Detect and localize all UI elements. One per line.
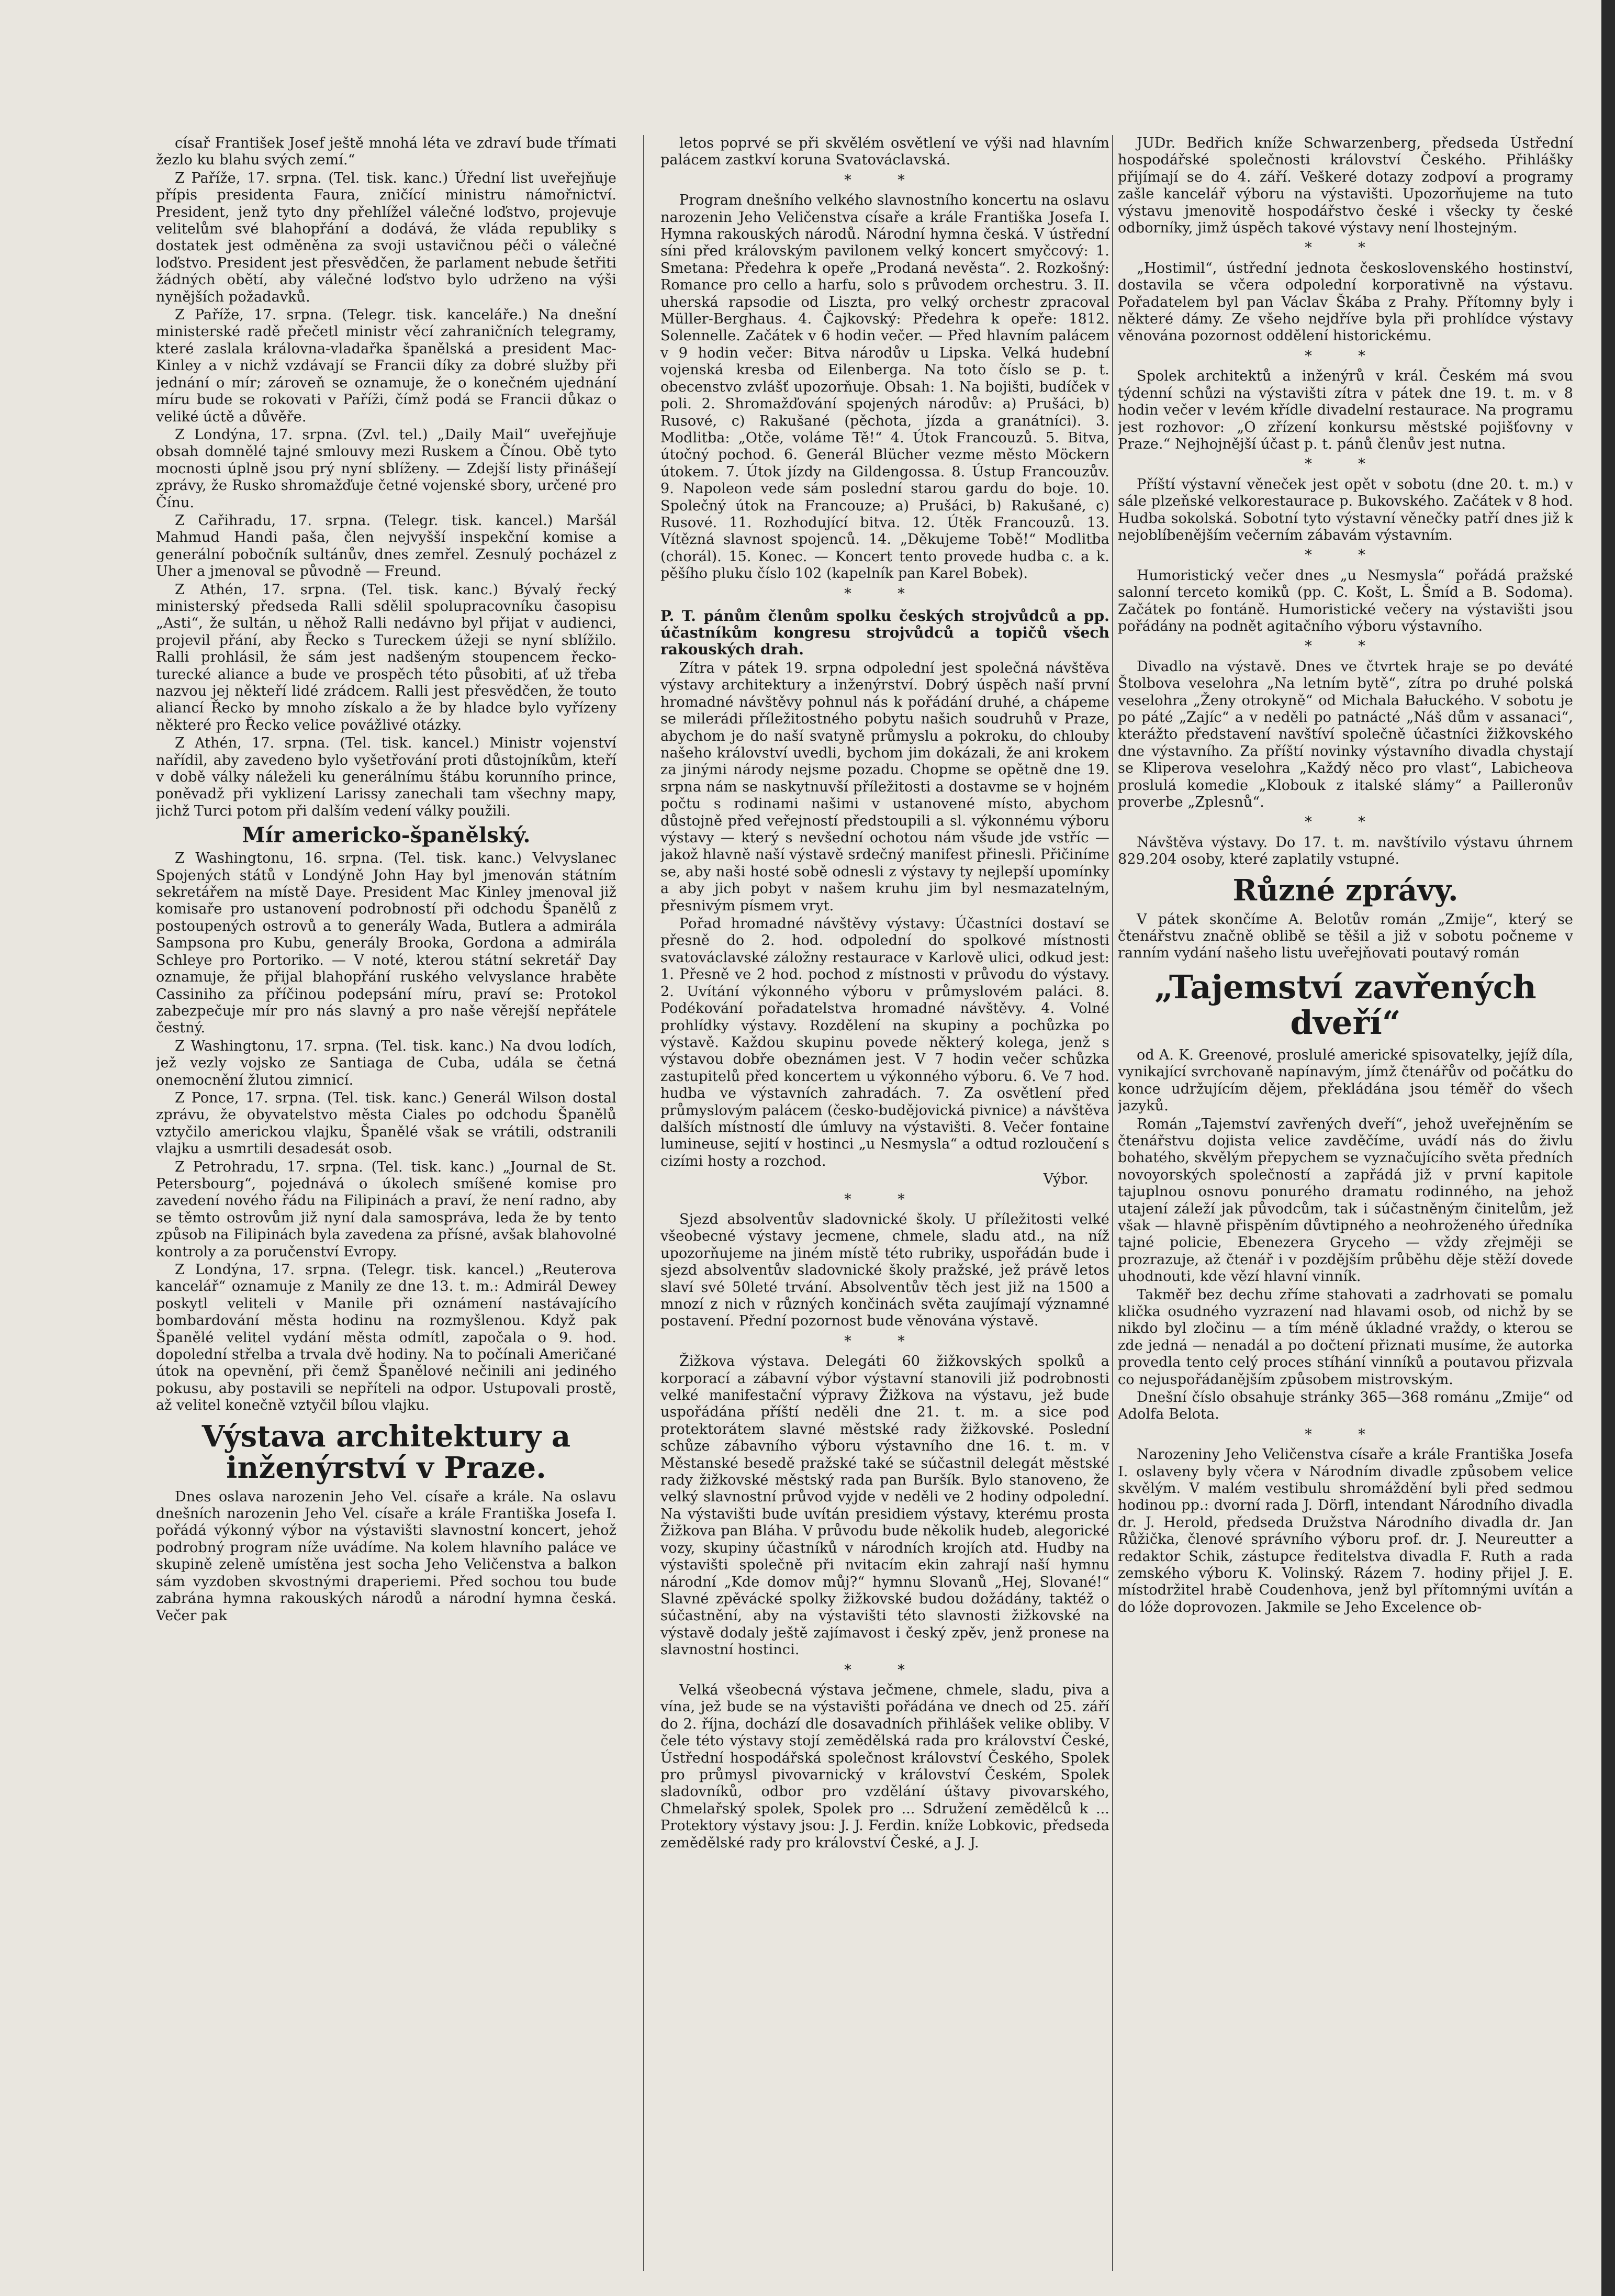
section-heading: Různé zprávy. <box>1232 873 1459 908</box>
paragraph: císař František Josef ještě mnohá léta ve zdraví bude třímati žezlo ku blahu svých zemí.“ <box>156 135 616 169</box>
paragraph: Z Paříže, 17. srpna. (Tel. tisk. kanc.) Úřední list uveřejňuje přípis presidenta Faura, zničící ministru námořnictví. President, jenž tyto dny přehlížel válečné loďstvo, projevuje velitelům své blahopřání a dodává, že vláda republiky s dostatek jest odměněna za svoji ustavičnou péči o válečné loďstvo. President jest přesvědčen, že parlament nebude šetřiti žádných obětí, aby válečné loďstvo bylo udrženo na výši nynějších požadavků. <box>156 170 616 305</box>
paragraph: Z Paříže, 17. srpna. (Telegr. tisk. kanceláře.) Na dnešní ministerské radě přečetl ministr věcí zahraničních telegramy, které zaslala královna-vladařka španělská a president Mac-Kinley a v nichž vzdávají se Francii díky za dobré služby při jednání o mír; zároveň se oznamuje, že o konečném ujednání míru bude se rokovati v Paříži, čímž podá se Francii důkaz o veliké úctě a důvěře. <box>156 307 616 425</box>
paragraph: Zítra v pátek 19. srpna odpolední jest společná návštěva výstavy architektury a inženýrství. Dobrý úspěch naší první hromadné návštěvy pohnul nás k pořádání druhé, a chápeme se milerádi příležitostného pobytu našich soudruhů v Praze, abychom je do naší svatyně průmyslu a pokroku, do chlouby našeho království uvedli, bychom jim dokázali, že ani krokem za jinými národy nejsme pozadu. Chopme se opětně dne 19. srpna nám se naskytnuvší příležitosti a dostavme se v hojném počtu s rodinami našimi v ustanovené místo, abychom důstojně před veřejností předstoupili a sl. výkonnému výboru výstavy — který s nevšední ochotou nám všude jde vstříc — jakož hlavně naší výstavě srdečný manifest přinesli. Přičiníme se, aby naši hosté sobě odnesli z výstavy ty nejlepší upomínky a aby jich pobyt v našem kruhu jim byl nesmazatelným, přesnivým písmem vryt. <box>660 660 1109 914</box>
separator-stars: * * <box>1305 456 1386 473</box>
paragraph: Příští výstavní věneček jest opět v sobotu (dne 20. t. m.) v sále plzeňské velkorestaurace p. Bukovského. Začátek v 8 hod. Hudba sokolská. Sobotní tyto výstavní věnečky patří dnes již k nejoblíbenějším večerním zábavám výstavním. <box>1118 476 1573 543</box>
paragraph: Návštěva výstavy. Do 17. t. m. navštívilo výstavu úhrnem 829.204 osoby, které zaplatily vstupné. <box>1118 834 1573 868</box>
column-1 <box>156 135 616 2271</box>
separator-stars: * * <box>844 172 926 188</box>
paragraph: Dnešní číslo obsahuje stránky 365—368 románu „Zmije“ od Adolfa Belota. <box>1118 1389 1573 1423</box>
separator-stars: * * <box>844 585 926 602</box>
section-heading: Mír americko-španělský. <box>242 823 531 848</box>
paragraph: Z Athén, 17. srpna. (Tel. tisk. kanc.) Bývalý řecký ministerský předseda Ralli sdělil spolupracovníku časopisu „Asti“, že sultán, u něhož Ralli nedávno byl přijat v audienci, projevil přání, aby Řecko s Tureckem úžeji se nyní sblížilo. Ralli prohlásil, že sám jest nadšeným stoupencem řecko-turecké aliance a bude ve prospěch této působiti, ať už třeba nazvou jej někteří lidé zrádcem. Ralli jest přesvědčen, že touto aliancí Řecko by mnoho získalo a že by hladce bylo vyřízeny některé pro Řecko velice povážlivé otázky. <box>156 581 616 733</box>
paragraph: Z Ponce, 17. srpna. (Tel. tisk. kanc.) Generál Wilson dostal zprávu, že obyvatelstvo města Ciales po odchodu Španělů vztyčilo americkou vlajku, Španělé však se vrátili, odstranili vlajku a usmrtili desadesát osob. <box>156 1089 616 1157</box>
paragraph: V pátek skončíme A. Belotův román „Zmije“, který se čtenářstvu značně oblibě se těšil a již v sobotu počneme v ranním vydání našeho listu uveřejňovati poutavý román <box>1118 911 1573 962</box>
paragraph: Spolek architektů a inženýrů v král. Českém má svou týdenní schůzi na výstavišti zítra v pátek dne 19. t. m. v 8 hodin večer v levém křídle divadelní restaurace. Na programu jest rozhovor: „O zřízení konkursu městské pojišťovny v Praze.“ Nejhojnější účast p. t. pánů členův jest nutna. <box>1118 368 1573 452</box>
separator-stars: * * <box>1305 638 1386 655</box>
column-divider <box>1112 135 1113 2271</box>
separator-stars: * * <box>844 1662 926 1678</box>
paragraph: „Hostimil“, ústřední jednota československého hostinství, dostavila se včera odpolední korporativně na výstavu. Pořadatelem byl pan Václav Škába z Prahy. Přítomny byly i některé dámy. Ze všeho nejdříve byla při prohlídce výstavy věnována pozornost oddělení historickému. <box>1118 260 1573 344</box>
paragraph: Žižkova výstava. Delegáti 60 žižkovských spolků a korporací a zábavní výbor výstavní stanovili již podrobnosti velké manifestační výpravy Žižkova na výstavu, jež bude uspořádána příští neděli dne 21. t. m. a sice pod protektorátem slavné městské rady žižkovské. Poslední schůze zábavního výboru výstavního dne 16. t. m. v Městanské besedě pražské také se súčastnil delegát městské rady žižkovské městský rada pan Buršík. Bylo stanoveno, že velký slavnostní průvod vyjde v neděli ve 2 hodiny odpolední. Na výstavišti bude uvítán presidiem výstavy, kterému prosta Žižkova pan Bláha. V průvodu bude několik hudeb, alegorické vozy, skupiny účastníků v národních krojích atd. Hudby na výstavišti společně při nvitacím ekin zahrají naší hymnu národní „Kde domov můj?“ hymnu Slovanů „Hej, Slované!“ Slavné zpěvácké spolky žižkovské budou dožádány, taktéž o súčastnění, aby na výstavišti této slavnosti žižkovské na výstavě dodaly ještě zajímavost i český zpěv, jenž pronese na slavnostní hostinci. <box>660 1353 1109 1658</box>
paragraph: Narozeniny Jeho Veličenstva císaře a krále Františka Josefa I. oslaveny byly včera v Národním divadle způsobem velice skvělým. V malém vestibulu shromáždění byli před sedmou hodinou pp.: dvorní rada J. Dörfl, intendant Národního divadla dr. J. Herold, předseda Družstva Národního divadla dr. Jan Růžička, členové správního výboru prof. dr. J. Neureutter a redaktor Schik, zástupce ředitelstva divadla F. Ruth a rada zemského výboru K. Volinský. Rázem 7. hodiny přijel J. E. místodržitel hrabě Coudenhova, jenž byl přítomnými uvítán a do lóže doprovozen. Jakmile se Jeho Excelence ob- <box>1118 1446 1573 1615</box>
separator-stars: * * <box>1305 1426 1386 1443</box>
section-heading: Výstava architektury a inženýrství v Praze. <box>201 1419 571 1485</box>
paragraph: letos poprvé se při skvělém osvětlení ve výši nad hlavním palácem zastkví koruna Svatováclavská. <box>660 135 1109 169</box>
paragraph: Z Athén, 17. srpna. (Tel. tisk. kancel.) Ministr vojenství nařídil, aby zavedeno bylo vyšetřování proti důstojníkům, kteří v době války náleželi ku generálnímu štábu korunního prince, poněvadž při vyklizení Larissy zanechali tam všechny mapy, jichž Turci potom při dalším vedení války použili. <box>156 735 616 819</box>
headline: „Tajemství zavřených dveří“ <box>1154 967 1537 1042</box>
paragraph: Humoristický večer dnes „u Nesmysla“ pořádá pražské salonní terceto komiků (pp. C. Košt, L. Šmíd a B. Sodoma). Začátek po fontáně. Humoristické večery na výstavišti jsou pořádány na podnět agitačního výboru výstavního. <box>1118 567 1573 634</box>
paragraph: Z Londýna, 17. srpna. (Telegr. tisk. kancel.) „Reuterova kancelář“ oznamuje z Manily ze dne 13. t. m.: Admirál Dewey poskytl veliteli v Manile při oznámení nastávajícího bombardování města hodinu na rozmyšlenou. Když pak Španělé velitel vydání města odmítl, započala o 9. hod. dopolední střelba a trvala dvě hodiny. Na to počínali Američané útok na opevnění, při čemž Španělové nečinili ani jediného pokusu, aby postavili se nepříteli na odpor. Ustupovali prostě, až velitel konečně vztyčil bílou vlajku. <box>156 1262 616 1414</box>
separator-stars: * * <box>1305 547 1386 564</box>
separator-stars: * * <box>844 1333 926 1350</box>
paragraph: Program dnešního velkého slavnostního koncertu na oslavu narozenin Jeho Veličenstva císaře a krále Františka Josefa I. Hymna rakouských národů. Národní hymna česká. V ústřední síni před královským pavilonem velký koncert smyčcový: 1. Smetana: Předehra k opeře „Prodaná nevěsta“. 2. Rozkošný: Romance pro cello a harfu, solo s průvodem orchestru. 3. II. uherská rapsodie od Liszta, pro velký orchestr zpracoval Müller-Berghaus. 4. Čajkovský: Předehra k opeře: 1812. Solennelle. Začátek v 6 hodin večer. — Před hlavním palácem v 9 hodin večer: Bitva národův u Lipska. Velká hudební vojenská kresba od Eilenberga. Na toto číslo se p. t. obecenstvo zvlášť upozorňuje. Obsah: 1. Na bojišti, budíček v poli. 2. Shromažďování spojených národův: a) Prušáci, b) Rusové, c) Rakušané (pěchota, jízda a granátníci). 3. Modlitba: „Otče, voláme Tě!“ 4. Útok Francouzů. 5. Bitva, útočný pochod. 6. Generál Blücher vezme město Möckern útokem. 7. Útok jízdy na Gildengossa. 8. Ústup Francouzův. 9. Napoleon vede sám poslední starou gardu do boje. 10. Společný útok na Francouze; a) Prušáci, b) Rakušané, c) Rusové. 11. Rozhodující bitva. 12. Útěk Francouzů. 13. Vítězná slavnost spojenců. 14. „Děkujeme Tobě!“ Modlitba (chorál). 15. Konec. — Koncert tento provede hudba c. a k. pěšího pluku číslo 102 (kapelník pan Karel Bobek). <box>660 192 1109 582</box>
paragraph: Z Washingtonu, 17. srpna. (Tel. tisk. kanc.) Na dvou lodích, jež vezly vojsko ze Santiaga de Cuba, udála se četná onemocnění žlutou zimnicí. <box>156 1038 616 1088</box>
paragraph: Pořad hromadné návštěvy výstavy: Účastníci dostaví se přesně do 2. hod. odpolední do spolkové místnosti svatováclavské záložny restaurace v Karlově ulici, odkud jest: 1. Přesně ve 2 hod. pochod z místnosti v průvodu do výstavy. 2. Uvítání výkonného výboru v průmyslovém paláci. 8. Podékování pořadatelstva hromadné návštěvy. 4. Volné prohlídky výstavy. Rozdělení na skupiny a pochůzka po výstavě. Každou skupinu povede některý kolega, jenž s výstavou dobře obeznámen jest. V 7 hodin večer schůzka zastupitelů před koncertem u výkonného výboru. 6. Ve 7 hod. hudba ve výstavních zahradách. 7. Za osvětlení před průmyslovým palácem (česko-budějovická pivnice) a návštěva dalších místností dle úmluvy na výstavišti. 8. Večer fontaine lumineuse, sejití v hostinci „u Nesmysla“ a odtud rozloučení s cizími hosty a rozchod. <box>660 916 1109 1169</box>
column-2 <box>660 135 1109 2271</box>
paragraph: Divadlo na výstavě. Dnes ve čtvrtek hraje se po deváté Štolbova veselohra „Na letním bytě“, zítra po druhé polská veselohra „Ženy otrokyně“ od Michala Bałuckého. V sobotu je po páté „Zajíc“ a v neděli po patnácté „Náš dům v assanaci“, kterážto představení navštíví společně účastníci žižkovského dne výstavního. Za příští novinky výstavního divadla chystají se Kliperova veselohra „Každý něco pro vlast“, Labicheova proslulá komedie „Klobouk z italské slámy“ a Pailleronův proverbe „Zplesnů“. <box>1118 658 1573 811</box>
paragraph: Velká všeobecná výstava ječmene, chmele, sladu, piva a vína, jež bude se na výstavišti pořádána ve dnech od 25. září do 2. října, dochází dle dosavadních přihlášek velike obliby. V čele této výstavy stojí zemědělská rada pro království České, Ústřední hospodářská společnost království Českého, Spolek pro průmysl pivovarnický v království Českém, Spolek sladovníků, odbor pro vzdělání úštavy pivovarského, Chmelařský spolek, Spolek pro ... Sdružení zemědělců k ... Protektory výstavy jsou: J. J. Ferdin. kníže Lobkovic, předseda zemědělské rady pro království České, a J. J. <box>660 1681 1109 1851</box>
paragraph: Dnes oslava narozenin Jeho Vel. císaře a krále. Na oslavu dnešních narozenin Jeho Vel. císaře a krále Františka Josefa I. pořádá výkonný výbor na výstavišti slavnostní koncert, jehož podrobný program níže uvádíme. Na kolem hlavního paláce ve skupině zeleně umístěna jest socha Jeho Veličenstva a balkon sám vyzdoben skvostnými draperiemi. Před sochou tou bude zabrána hymna rakouských národů a národní hymna česká. Večer pak <box>156 1488 616 1624</box>
paragraph: Z Petrohradu, 17. srpna. (Tel. tisk. kanc.) „Journal de St. Petersbourg“, pojednává o úkolech smíšené komise pro zavedení nového řádu na Filipinách a praví, že není radno, aby se těmto ostrovům již nyní dala samospráva, leda že by tento způsob na Filipinách byla zavedena za přísné, avšak blahovolné kontroly a za poručenství Evropy. <box>156 1158 616 1260</box>
separator-stars: * * <box>1305 348 1386 364</box>
paragraph: Z Londýna, 17. srpna. (Zvl. tel.) „Daily Mail“ uveřejňuje obsah domnělé tajné smlouvy mezi Ruskem a Čínou. Obě tyto mocnosti úplně jsou prý nyní sblíženy. — Zdejší listy přinášejí zprávy, že Rusko shromažďuje četné vojenské sbory, určené pro Čínu. <box>156 426 616 511</box>
notice-heading: P. T. pánům členům spolku českých strojvůdců a pp. účastníkům kongresu strojvůdců a topičů všech rakouských drah. <box>660 607 1109 658</box>
paragraph: JUDr. Bedřich kníže Schwarzenberg, předseda Ústřední hospodářské společnosti království Českého. Přihlášky přijímají se do 4. září. Veškeré dotazy zodpoví a programy zašle kancelář výboru na výstavišti. Upozorňujeme na tuto výstavu jmenovitě hospodářstvo české i všecky ty české odborníky, jimž úspěch takové výstavy není lhostejným. <box>1118 135 1573 237</box>
signature: Výbor. <box>1043 1171 1089 1188</box>
separator-stars: * * <box>1305 240 1386 257</box>
separator-stars: * * <box>844 1191 926 1208</box>
paragraph: od A. K. Greenové, proslulé americké spisovatelky, jejíž díla, vynikající svrchovaně napínavým, jímž čtenářův od počátku do konce udržujícím dějem, překládána jsou téměř do všech jazyků. <box>1118 1046 1573 1114</box>
paragraph: Román „Tajemství zavřených dveří“, jehož uveřejněním se čtenářstvu dojista velice zavděčíme, uvádí nás do živlu bohatého, skvělým přepychem se vyznačujícího světa předních novoyorských společností a zapřádá již v první kapitole tajuplnou osnovu ponurého dramatu rodinného, na jehož utajení záleží jak původcům, tak i súčastněným činitelům, jež však — hlavně přispěním důvtipného a neohroženého úředníka tajné policie, Ebenezera Gryceho — vždy zřejměji se prozrazuje, až čtenář i v pozdějším průběhu děje stěží dovede uhodnouti, kde vězí hlavní vinník. <box>1118 1116 1573 1285</box>
scan-edge <box>1601 0 1615 2296</box>
column-3 <box>1118 135 1573 2271</box>
paragraph: Sjezd absolventův sladovnické školy. U příležitosti velké všeobecné výstavy jecmene, chmele, sladu atd., na níž upozorňujeme na jiném místě této rubriky, uspořádán bude i sjezd absolventův sladovnické školy pražské, jež právě letos slaví své 50leté trvání. Absolventův těch jest již na 1500 a mnozí z nich v různých končinách světa zaujímají významné postavení. Přední pozornost bude věnována výstavě. <box>660 1211 1109 1330</box>
separator-stars: * * <box>1305 814 1386 831</box>
paragraph: Z Washingtonu, 16. srpna. (Tel. tisk. kanc.) Velvyslanec Spojených států v Londýně John Hay byl jmenován státním sekretářem na místě Daye. President Mac Kinley jmenoval již komisaře pro ustanovení podrobností při odchodu Španělů z postoupených ostrovů a to generály Wada, Butlera a admirála Sampsona pro Kubu, generály Brooka, Gordona a admirála Schleye pro Portoriko. — V noté, kterou státní sekretář Day oznamuje, že přijal blahopřání ruského velvyslance hraběte Cassiniho za příčinou podepsání míru, praví se: Protokol zabezpečuje mír pro nás slavný a pro naše věrejší nepřátele čestný. <box>156 850 616 1036</box>
paragraph: Z Cařihradu, 17. srpna. (Telegr. tisk. kancel.) Maršál Mahmud Handi paša, člen nejvyšší inspekční komise a generální pobočník sultánův, dnes zemřel. Zesnulý pocházel z Uher a jmenoval se původně — Freund. <box>156 512 616 580</box>
column-divider <box>643 135 644 2271</box>
paragraph: Takměř bez dechu zříme stahovati a zadrhovati se pomalu klička osudného vyzrazení nad hlavami osob, od nichž by se nikdo byl zločinu — a tím méně úkladné vraždy, o kterou se zde jedná — nenadál a po dočtení přiznati musíme, že autorka provedla tento celý proces stíhání vinníků a poutavou přizvala co nejuspořádanějším způsobem mistrovským. <box>1118 1286 1573 1388</box>
